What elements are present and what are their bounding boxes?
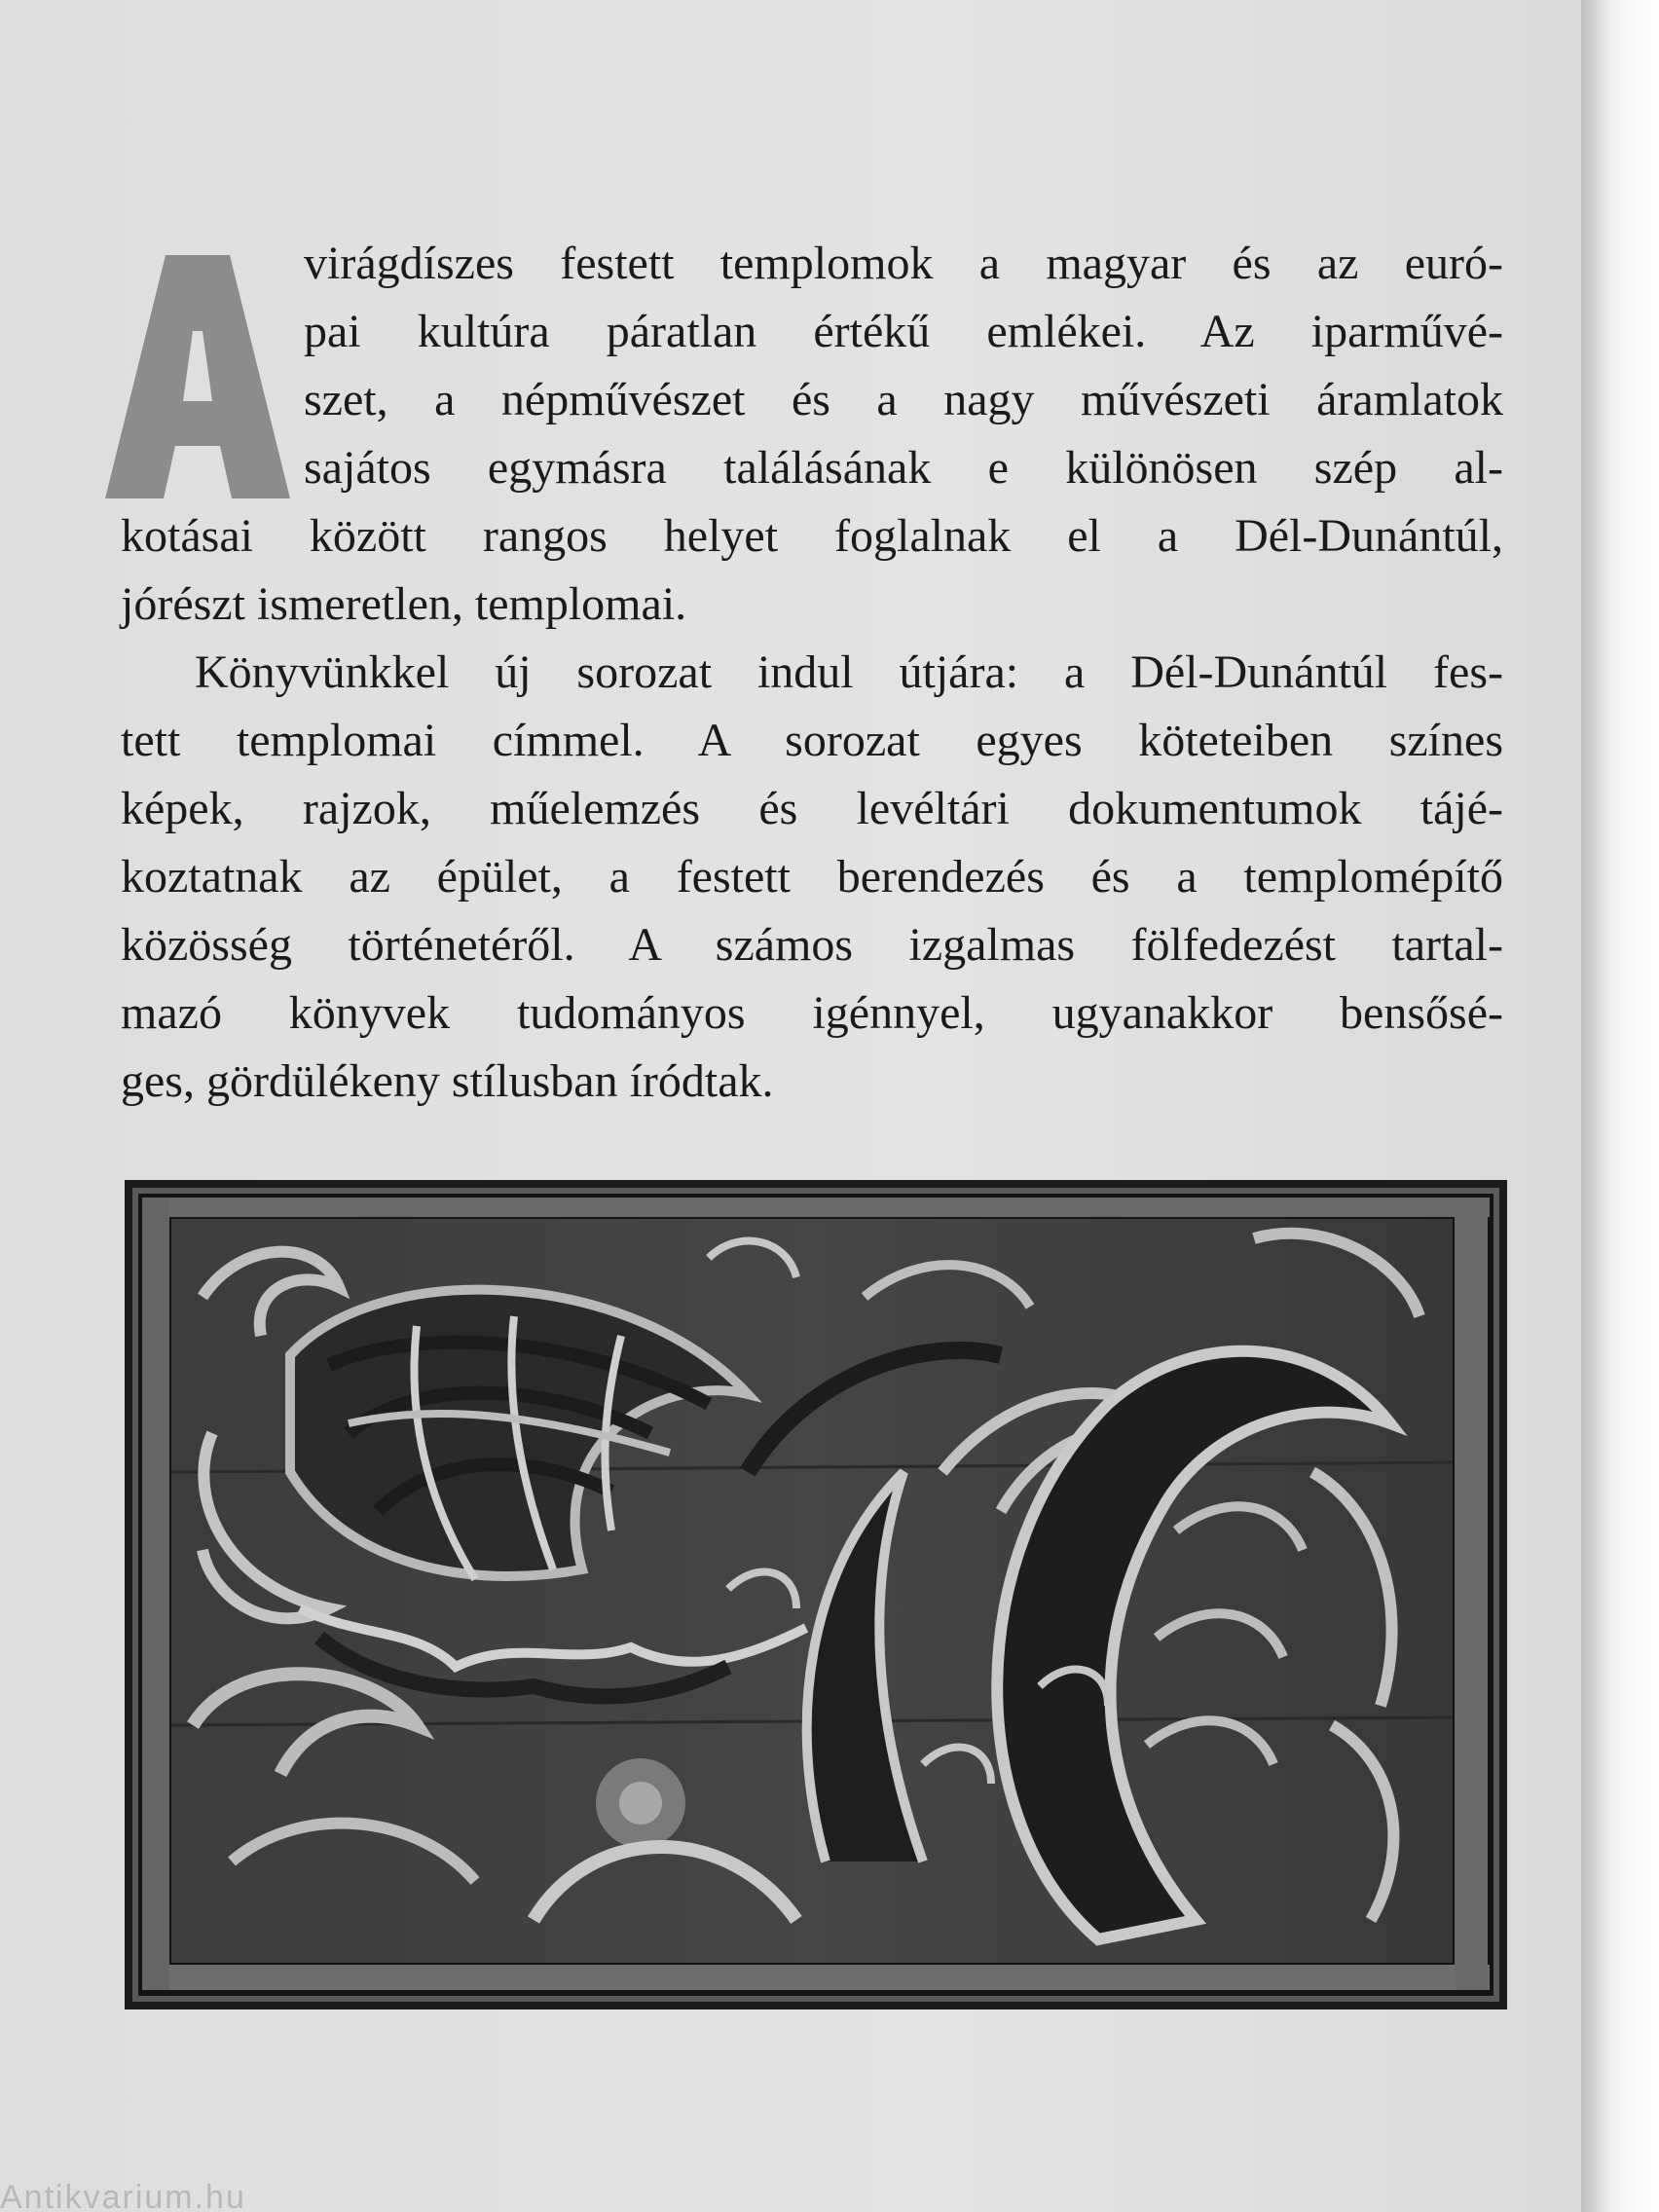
text-line: sajátos egymásra találásának e különösen szép al- bbox=[304, 442, 1503, 494]
svg-text:A: A bbox=[194, 481, 202, 492]
floral-ornament-image bbox=[125, 1180, 1507, 2009]
text-line: tett templomai címmel. A sorozat egyes köteteiben színes bbox=[121, 715, 1503, 766]
text-line: pai kultúra páratlan értékű emlékei. Az iparművé- bbox=[304, 306, 1503, 357]
text-line: jórészt ismeretlen, templomai. bbox=[121, 578, 687, 630]
page-edge bbox=[1581, 0, 1659, 2212]
text-line: ges, gördülékeny stílusban íródtak. bbox=[121, 1055, 774, 1107]
text-line: képek, rajzok, műelemzés és levéltári dokumentumok tájé- bbox=[121, 783, 1503, 834]
text-line: közösség történetéről. A számos izgalmas fölfedezést tartal- bbox=[121, 919, 1503, 971]
text-line: koztatnak az épület, a festett berendezés és a templomépítő bbox=[121, 851, 1503, 903]
paragraph-1 bbox=[121, 230, 1503, 639]
text-line: mazó könyvek tudományos igénnyel, ugyanakkor bensősé- bbox=[121, 987, 1503, 1039]
watermark-text: Antikvarium.hu bbox=[0, 2179, 246, 2212]
text-line: kotásai között rangos helyet foglalnak el a Dél-Dunántúl, bbox=[121, 510, 1503, 562]
text-line: szet, a népművészet és a nagy művészeti áramlatok bbox=[304, 374, 1503, 425]
paragraph-2 bbox=[121, 639, 1503, 1116]
body-text bbox=[121, 230, 1503, 1116]
painted-panel-photo bbox=[125, 1180, 1507, 2009]
text-line: virágdíszes festett templomok a magyar és az euró- bbox=[304, 238, 1503, 289]
text-line: Könyvünkkel új sorozat indul útjára: a Dél-Dunántúl fes- bbox=[195, 646, 1503, 698]
